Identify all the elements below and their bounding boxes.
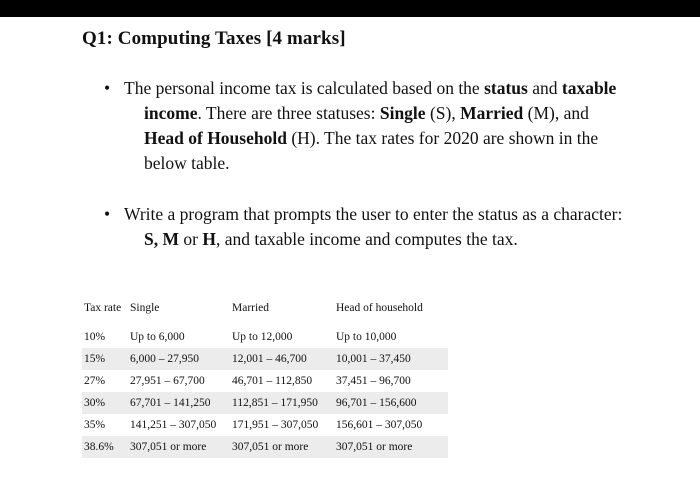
cell-rate: 15% bbox=[82, 348, 128, 370]
cell-rate: 10% bbox=[82, 326, 128, 348]
header-married: Married bbox=[232, 302, 270, 314]
tax-rate-table bbox=[82, 296, 448, 458]
cell-rate: 38.6% bbox=[82, 436, 128, 458]
cell-married: 46,701 – 112,850 bbox=[230, 370, 334, 392]
cell-single: Up to 6,000 bbox=[128, 326, 230, 348]
question-title: Q1: Computing Taxes [4 marks] bbox=[82, 28, 346, 49]
cell-rate: 35% bbox=[82, 414, 128, 436]
bullet-program-task bbox=[104, 202, 624, 252]
cell-married: 12,001 – 46,700 bbox=[230, 348, 334, 370]
header-head-of-household: Head of household bbox=[336, 302, 423, 314]
cell-rate: 30% bbox=[82, 392, 128, 414]
header-single: Single bbox=[130, 302, 160, 314]
table-row bbox=[82, 370, 448, 392]
cell-single: 67,701 – 141,250 bbox=[128, 392, 230, 414]
table-row bbox=[82, 326, 448, 348]
table-row bbox=[82, 392, 448, 414]
cell-single: 6,000 – 27,950 bbox=[128, 348, 230, 370]
cell-head: 10,001 – 37,450 bbox=[334, 348, 448, 370]
table-row bbox=[82, 436, 448, 458]
cell-married: 307,051 or more bbox=[230, 436, 334, 458]
cell-rate: 27% bbox=[82, 370, 128, 392]
table-header-row bbox=[82, 296, 448, 320]
bullet-dot-icon: • bbox=[104, 204, 111, 224]
header-tax-rate: Tax rate bbox=[84, 302, 122, 314]
bullet-tax-description bbox=[104, 76, 624, 176]
bullet-text: Write a program that prompts the user to enter the status as a character: S, M or H, and taxable income and computes the tax. bbox=[124, 204, 623, 249]
top-black-bar bbox=[0, 0, 700, 17]
cell-married: Up to 12,000 bbox=[230, 326, 334, 348]
bullet-text: The personal income tax is calculated based on the status and taxable income. There are three statuses: Single (S), Married (M), and Head of Household (H). The tax rates for 2020 are shown in the below table. bbox=[124, 78, 617, 173]
cell-single: 27,951 – 67,700 bbox=[128, 370, 230, 392]
cell-head: 37,451 – 96,700 bbox=[334, 370, 448, 392]
bullet-dot-icon: • bbox=[104, 78, 111, 98]
cell-single: 307,051 or more bbox=[128, 436, 230, 458]
cell-head: 307,051 or more bbox=[334, 436, 448, 458]
table-row bbox=[82, 348, 448, 370]
table-row bbox=[82, 414, 448, 436]
cell-single: 141,251 – 307,050 bbox=[128, 414, 230, 436]
cell-married: 112,851 – 171,950 bbox=[230, 392, 334, 414]
cell-married: 171,951 – 307,050 bbox=[230, 414, 334, 436]
cell-head: 156,601 – 307,050 bbox=[334, 414, 448, 436]
cell-head: 96,701 – 156,600 bbox=[334, 392, 448, 414]
cell-head: Up to 10,000 bbox=[334, 326, 448, 348]
